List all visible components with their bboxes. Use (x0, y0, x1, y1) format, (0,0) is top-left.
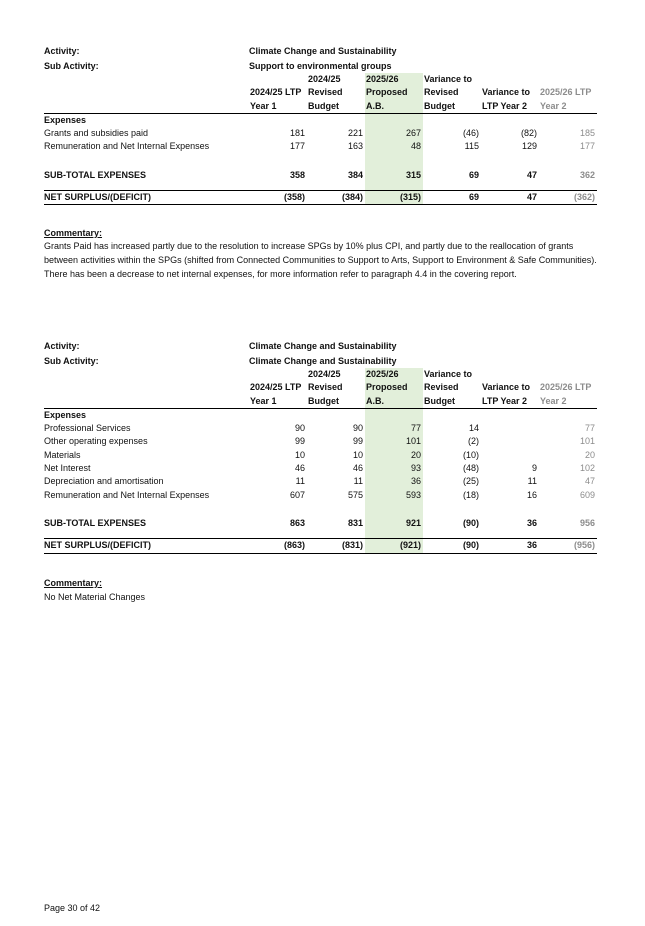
cell: 47 (481, 191, 539, 205)
subactivity-label: Sub Activity: (44, 356, 99, 366)
col-header: Revised (424, 87, 459, 98)
cell: (358) (249, 191, 307, 205)
col-header: 2024/25 LTP (250, 382, 302, 393)
cell: 46 (352, 463, 363, 474)
col-header: LTP Year 2 (481, 100, 539, 114)
table-row (44, 127, 597, 140)
cell: 47 (584, 476, 595, 487)
row-label: Depreciation and amortisation (44, 476, 164, 487)
cell: 48 (365, 140, 423, 153)
col-header: Year 2 (539, 395, 597, 409)
cell: (831) (307, 539, 365, 553)
cell: 90 (294, 423, 305, 434)
cell: 129 (521, 141, 537, 152)
col-header: 2025/26 LTP (540, 87, 592, 98)
cell: 863 (289, 517, 305, 528)
col-header: Revised (308, 87, 343, 98)
cell: (863) (249, 539, 307, 553)
col-header: Budget (307, 100, 365, 114)
cell: 93 (365, 462, 423, 475)
row-label: Remuneration and Net Internal Expenses (44, 141, 210, 152)
cell: 36 (526, 517, 537, 528)
col-header: 2025/26 LTP (540, 382, 592, 393)
row-label: Remuneration and Net Internal Expenses (44, 489, 210, 500)
row-label: NET SURPLUS/(DEFICIT) (44, 191, 249, 205)
commentary-title: Commentary: (44, 578, 103, 588)
cell: 185 (579, 128, 595, 139)
col-header: Proposed (365, 86, 423, 99)
cell: (2) (468, 436, 479, 447)
cell (481, 449, 539, 462)
table-row (44, 462, 597, 475)
cell: 69 (423, 191, 481, 205)
row-label: Materials (44, 449, 81, 460)
cell (481, 422, 539, 435)
cell: 47 (526, 169, 537, 180)
table-row (44, 449, 597, 462)
col-header: Variance to (424, 369, 473, 379)
budget-table (44, 73, 597, 205)
cell: (362) (539, 191, 597, 205)
cell: 90 (352, 423, 363, 434)
section-label: Expenses (44, 114, 87, 125)
col-header: Year 1 (249, 100, 307, 114)
table-row (44, 140, 597, 153)
commentary-text: No Net Material Changes (44, 592, 146, 602)
row-label: Net Interest (44, 463, 91, 474)
budget-table (44, 368, 597, 554)
cell: 46 (294, 463, 305, 474)
cell: (384) (307, 191, 365, 205)
col-header: A.B. (365, 100, 423, 114)
cell: 609 (579, 489, 595, 500)
activity-label: Activity: (44, 46, 80, 56)
col-header: Revised (424, 382, 459, 393)
cell: (48) (462, 463, 479, 474)
cell: 315 (365, 169, 423, 182)
cell: 362 (579, 169, 595, 180)
subactivity-value: Climate Change and Sustainability (249, 356, 397, 366)
table-row (44, 475, 597, 488)
cell: 11 (527, 476, 537, 487)
col-header: Variance to (482, 87, 531, 98)
row-label: Other operating expenses (44, 436, 148, 447)
cell: (90) (462, 517, 479, 528)
col-header: Variance to (482, 382, 531, 393)
subtotal-row (44, 169, 597, 182)
table-row (44, 435, 597, 448)
col-header: Proposed (365, 381, 423, 394)
cell: 101 (579, 436, 595, 447)
subtotal-row (44, 517, 597, 530)
col-header: Budget (423, 395, 481, 409)
cell: 267 (365, 127, 423, 140)
cell: 20 (365, 449, 423, 462)
row-label: Professional Services (44, 423, 131, 434)
col-header: Year 1 (249, 395, 307, 409)
commentary-text: Grants Paid has increased partly due to the resolution to increase SPGs by 10% plus CPI, and partly due to the reallocation of grants between activities within the SPGs (shifted from Connected Communities to Support to Arts, Support to Environment & Safe Communities). There has been a decrease to net internal expenses, for more information refer to paragraph 4.4 in the covering report. (44, 241, 597, 279)
cell: 69 (468, 169, 479, 180)
section-label: Expenses (44, 409, 87, 420)
cell: 115 (464, 141, 479, 152)
cell: (956) (539, 539, 597, 553)
cell: 831 (347, 517, 363, 528)
col-header: 2024/25 (308, 74, 341, 84)
cell: 101 (365, 435, 423, 448)
cell: 177 (579, 141, 595, 152)
cell: (921) (365, 539, 423, 553)
cell: 77 (584, 423, 595, 434)
cell: (46) (462, 128, 479, 139)
col-header: 2025/26 (365, 368, 423, 381)
cell: (10) (462, 449, 479, 460)
cell: 384 (347, 169, 363, 180)
cell: 99 (294, 436, 305, 447)
col-header: 2025/26 (365, 73, 423, 86)
cell: 20 (584, 449, 595, 460)
table-row (44, 489, 597, 502)
cell: (82) (520, 128, 537, 139)
col-header: Variance to (424, 74, 473, 84)
row-label: NET SURPLUS/(DEFICIT) (44, 539, 249, 553)
col-header: Budget (307, 395, 365, 409)
cell: 177 (289, 141, 305, 152)
col-header: Revised (308, 382, 343, 393)
cell: 358 (289, 169, 305, 180)
cell: (90) (423, 539, 481, 553)
cell: 102 (579, 463, 595, 474)
row-label: SUB-TOTAL EXPENSES (44, 169, 147, 180)
cell: 9 (531, 463, 537, 474)
activity-label: Activity: (44, 341, 80, 351)
cell: 181 (289, 128, 305, 139)
col-header: 2024/25 LTP (250, 87, 302, 98)
cell: 99 (352, 436, 363, 447)
cell: 163 (347, 141, 363, 152)
subactivity-label: Sub Activity: (44, 61, 99, 71)
commentary-title: Commentary: (44, 228, 103, 238)
cell: 956 (579, 517, 595, 528)
table-row (44, 422, 597, 435)
col-header: LTP Year 2 (481, 395, 539, 409)
cell: 16 (526, 489, 537, 500)
col-header: Year 2 (539, 100, 597, 114)
cell (481, 435, 539, 448)
activity-value: Climate Change and Sustainability (249, 46, 397, 56)
col-header: A.B. (365, 395, 423, 409)
cell: 10 (294, 449, 305, 460)
cell: 36 (365, 475, 423, 488)
cell: 11 (353, 476, 363, 487)
cell: 11 (295, 476, 305, 487)
net-row (44, 191, 597, 205)
cell: 575 (347, 489, 363, 500)
cell: (315) (365, 191, 423, 205)
cell: 10 (352, 449, 363, 460)
page-footer: Page 30 of 42 (44, 903, 101, 913)
cell: 36 (481, 539, 539, 553)
row-label: Grants and subsidies paid (44, 128, 149, 139)
cell: 921 (365, 517, 423, 530)
cell: (25) (462, 476, 479, 487)
activity-value: Climate Change and Sustainability (249, 341, 397, 351)
net-row (44, 539, 597, 553)
subactivity-value: Support to environmental groups (249, 61, 392, 71)
cell: 607 (289, 489, 305, 500)
cell: 221 (347, 128, 363, 139)
cell: 14 (468, 423, 479, 434)
col-header: Budget (423, 100, 481, 114)
cell: (18) (462, 489, 479, 500)
cell: 593 (365, 489, 423, 502)
col-header: 2024/25 (308, 369, 341, 379)
cell: 77 (365, 422, 423, 435)
row-label: SUB-TOTAL EXPENSES (44, 517, 147, 528)
